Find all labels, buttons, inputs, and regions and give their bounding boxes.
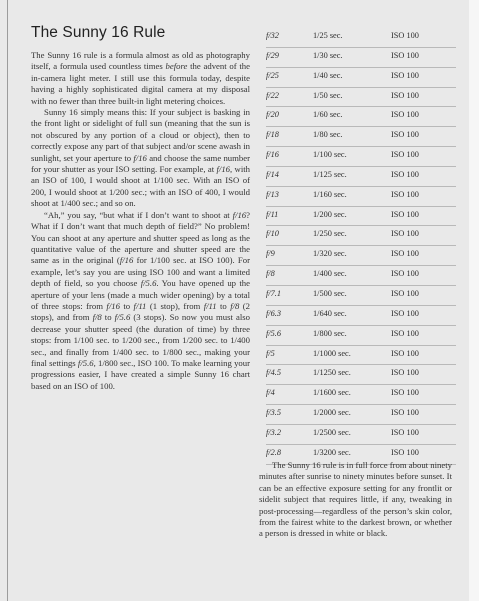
text-run: ? What if I don’t want that much depth of field?” No problem! You can shoot at any aperture and shutter speed as long as the quantitative value of the aperture and shutter speed are the same as in the original (: [31, 209, 250, 266]
text-run-italic: f/8: [92, 312, 102, 323]
aperture-cell: f/11: [266, 209, 279, 219]
shutter-cell: 1/3200 sec.: [313, 447, 351, 457]
iso-cell: ISO 100: [391, 229, 419, 239]
shutter-cell: 1/200 sec.: [313, 209, 347, 219]
table-row: [266, 28, 456, 48]
table-row: [266, 187, 456, 207]
text-run-italic: f/11: [133, 300, 147, 311]
text-run-italic: f/16: [232, 209, 247, 220]
text-run: , with an ISO of 100, I would shoot at 1/100 sec. With an ISO of 200, I would shoot at 1/200 sec.; with an ISO of 400, I would shoot at 1/400 sec.; and so on.: [31, 164, 250, 209]
table-row: [266, 226, 456, 246]
aperture-cell: f/20: [266, 110, 279, 120]
shutter-cell: 1/500 sec.: [313, 288, 347, 298]
aperture-cell: f/14: [266, 169, 279, 179]
iso-cell: ISO 100: [391, 328, 419, 338]
iso-cell: ISO 100: [391, 388, 419, 398]
text-run: “Ah,” you say, “but what if I don’t want to shoot at: [44, 209, 233, 220]
text-run: (1 stop), from: [146, 300, 204, 311]
shutter-cell: 1/800 sec.: [313, 328, 347, 338]
sunny16-chart-table: [266, 28, 456, 465]
sidebar-note: [259, 460, 452, 540]
aperture-cell: f/5.6: [266, 328, 281, 338]
iso-cell: ISO 100: [391, 50, 419, 60]
shutter-cell: 1/100 sec.: [313, 150, 347, 160]
text-run: and choose the same number for your shutter as your ISO setting. For example, at: [31, 152, 250, 175]
text-run: . You have opened up the aperture of your lens (made a much wider opening) by a total of three stops: from: [31, 278, 250, 311]
text-run-italic: f/11: [203, 300, 217, 311]
aperture-cell: f/32: [266, 31, 279, 40]
iso-cell: ISO 100: [391, 269, 419, 279]
table-row: [266, 127, 456, 147]
shutter-cell: 1/1600 sec.: [313, 388, 351, 398]
table-row: [266, 346, 456, 366]
text-run-italic: f/16: [119, 255, 134, 266]
table-row: [266, 425, 456, 445]
shutter-cell: 1/400 sec.: [313, 269, 347, 279]
page-margin-strip: [469, 0, 479, 601]
aperture-cell: f/8: [266, 269, 275, 279]
aperture-cell: f/2.8: [266, 447, 281, 457]
page-title: The Sunny 16 Rule: [31, 24, 166, 41]
aperture-cell: f/10: [266, 229, 279, 239]
shutter-cell: 1/160 sec.: [313, 189, 347, 199]
text-run: , 1/800 sec., ISO 100. To make learning your progressions easier, I have created a simple Sunny 16 chart based on an ISO of 100.: [31, 357, 251, 391]
text-run-italic: f/16: [216, 164, 231, 175]
iso-cell: ISO 100: [391, 110, 419, 120]
aperture-cell: f/3.2: [266, 427, 281, 437]
paragraph-example: [31, 210, 250, 393]
iso-cell: ISO 100: [391, 150, 419, 160]
iso-cell: ISO 100: [391, 288, 419, 298]
iso-cell: ISO 100: [391, 31, 419, 40]
aperture-cell: f/25: [266, 70, 279, 80]
shutter-cell: 1/30 sec.: [313, 50, 343, 60]
shutter-cell: 1/50 sec.: [313, 90, 343, 100]
table-row: [266, 167, 456, 187]
iso-cell: ISO 100: [391, 447, 419, 457]
aperture-cell: f/3.5: [266, 408, 281, 418]
text-run-italic: f/16: [133, 152, 147, 163]
aperture-cell: f/5: [266, 348, 275, 358]
shutter-cell: 1/640 sec.: [313, 308, 347, 318]
text-run-italic: f/5.6: [114, 312, 131, 323]
table-row: [266, 68, 456, 88]
shutter-cell: 1/60 sec.: [313, 110, 343, 120]
iso-cell: ISO 100: [391, 189, 419, 199]
table-row: [266, 286, 456, 306]
text-run: (3 stops). So now you must also decrease your shutter speed (the duration of time) by three stops: from 1/100 sec. to 1/200 sec., from 1/200 sec. to 1/400 sec., and finally from 1/400 sec. to 1/800 sec., making your final settings: [31, 312, 250, 368]
aperture-cell: f/6.3: [266, 308, 281, 318]
table-row: [266, 48, 456, 68]
table-row: [266, 246, 456, 266]
shutter-cell: 1/2500 sec.: [313, 427, 351, 437]
paragraph-definition: [31, 107, 250, 210]
aperture-cell: f/4.5: [266, 368, 281, 378]
text-run: for 1/100 sec. at ISO 100). For example, let’s say you are using ISO 100 and want a limited depth of field, so you choose: [31, 255, 250, 289]
shutter-cell: 1/125 sec.: [313, 169, 347, 179]
body-text: [31, 50, 250, 392]
shutter-cell: 1/40 sec.: [313, 70, 343, 80]
iso-cell: ISO 100: [391, 308, 419, 318]
table-row: [266, 207, 456, 227]
table-row: [266, 306, 456, 326]
shutter-cell: 1/1250 sec.: [313, 368, 351, 378]
iso-cell: ISO 100: [391, 130, 419, 140]
shutter-cell: 1/320 sec.: [313, 249, 347, 259]
iso-cell: ISO 100: [391, 427, 419, 437]
iso-cell: ISO 100: [391, 249, 419, 259]
page-edge-rule: [7, 0, 8, 601]
table-row: [266, 266, 456, 286]
aperture-cell: f/13: [266, 189, 279, 199]
paragraph-intro: [31, 50, 250, 107]
aperture-cell: f/22: [266, 90, 279, 100]
iso-cell: ISO 100: [391, 348, 419, 358]
aperture-cell: f/4: [266, 388, 275, 398]
text-run-italic: f/16: [106, 300, 120, 311]
text-run-italic: before: [165, 61, 188, 72]
text-run-italic: f/5.6: [140, 278, 157, 289]
aperture-cell: f/7.1: [266, 288, 281, 298]
shutter-cell: 1/2000 sec.: [313, 408, 351, 418]
aperture-cell: f/16: [266, 150, 279, 160]
note-paragraph: The Sunny 16 rule is in full force from about ninety minutes after sunrise to ninety minutes before sunset. It can be an effective exposure setting for any frontlit or sidelit subject that requires little, if any, tweaking in post-processing—regardless of the person’s skin color, from the fairest white to the darkest brown, or whether a person is dressed in white or black.: [259, 460, 452, 539]
iso-cell: ISO 100: [391, 169, 419, 179]
table-row: [266, 405, 456, 425]
aperture-cell: f/18: [266, 130, 279, 140]
aperture-cell: f/9: [266, 249, 275, 259]
shutter-cell: 1/250 sec.: [313, 229, 347, 239]
text-run: The Sunny 16 rule is a formula almost as old as photography itself, a formula used countless times: [31, 50, 250, 72]
text-run: to: [101, 312, 115, 323]
shutter-cell: 1/25 sec.: [313, 31, 343, 40]
iso-cell: ISO 100: [391, 70, 419, 80]
text-run: to: [216, 300, 231, 311]
shutter-cell: 1/80 sec.: [313, 130, 343, 140]
table-row: [266, 385, 456, 405]
iso-cell: ISO 100: [391, 368, 419, 378]
aperture-cell: f/29: [266, 50, 279, 60]
text-run: the advent of the in-camera light meter. I still use this formula today, despite having a highly sophisticated digital camera at my disposal with no fewer than three built-in light metering choices.: [31, 61, 251, 106]
text-run-italic: f/8: [230, 300, 240, 311]
iso-cell: ISO 100: [391, 90, 419, 100]
table-row: [266, 147, 456, 167]
text-run: (2 stops), and from: [31, 300, 251, 323]
text-run: to: [119, 300, 134, 311]
iso-cell: ISO 100: [391, 408, 419, 418]
table-row: [266, 326, 456, 346]
table-row: [266, 365, 456, 385]
table-row: [266, 107, 456, 127]
text-run-italic: f/5.6: [77, 357, 94, 368]
shutter-cell: 1/1000 sec.: [313, 348, 351, 358]
iso-cell: ISO 100: [391, 209, 419, 219]
text-run: Sunny 16 simply means this: If your subject is basking in the front light or sidelight of full sun (meaning that the sun is not obscured by any portion of a cloud or object), then to correctly expose any part of that subject and/or scene awash in sunlight, set your aperture to: [31, 107, 250, 163]
table-row: [266, 88, 456, 108]
